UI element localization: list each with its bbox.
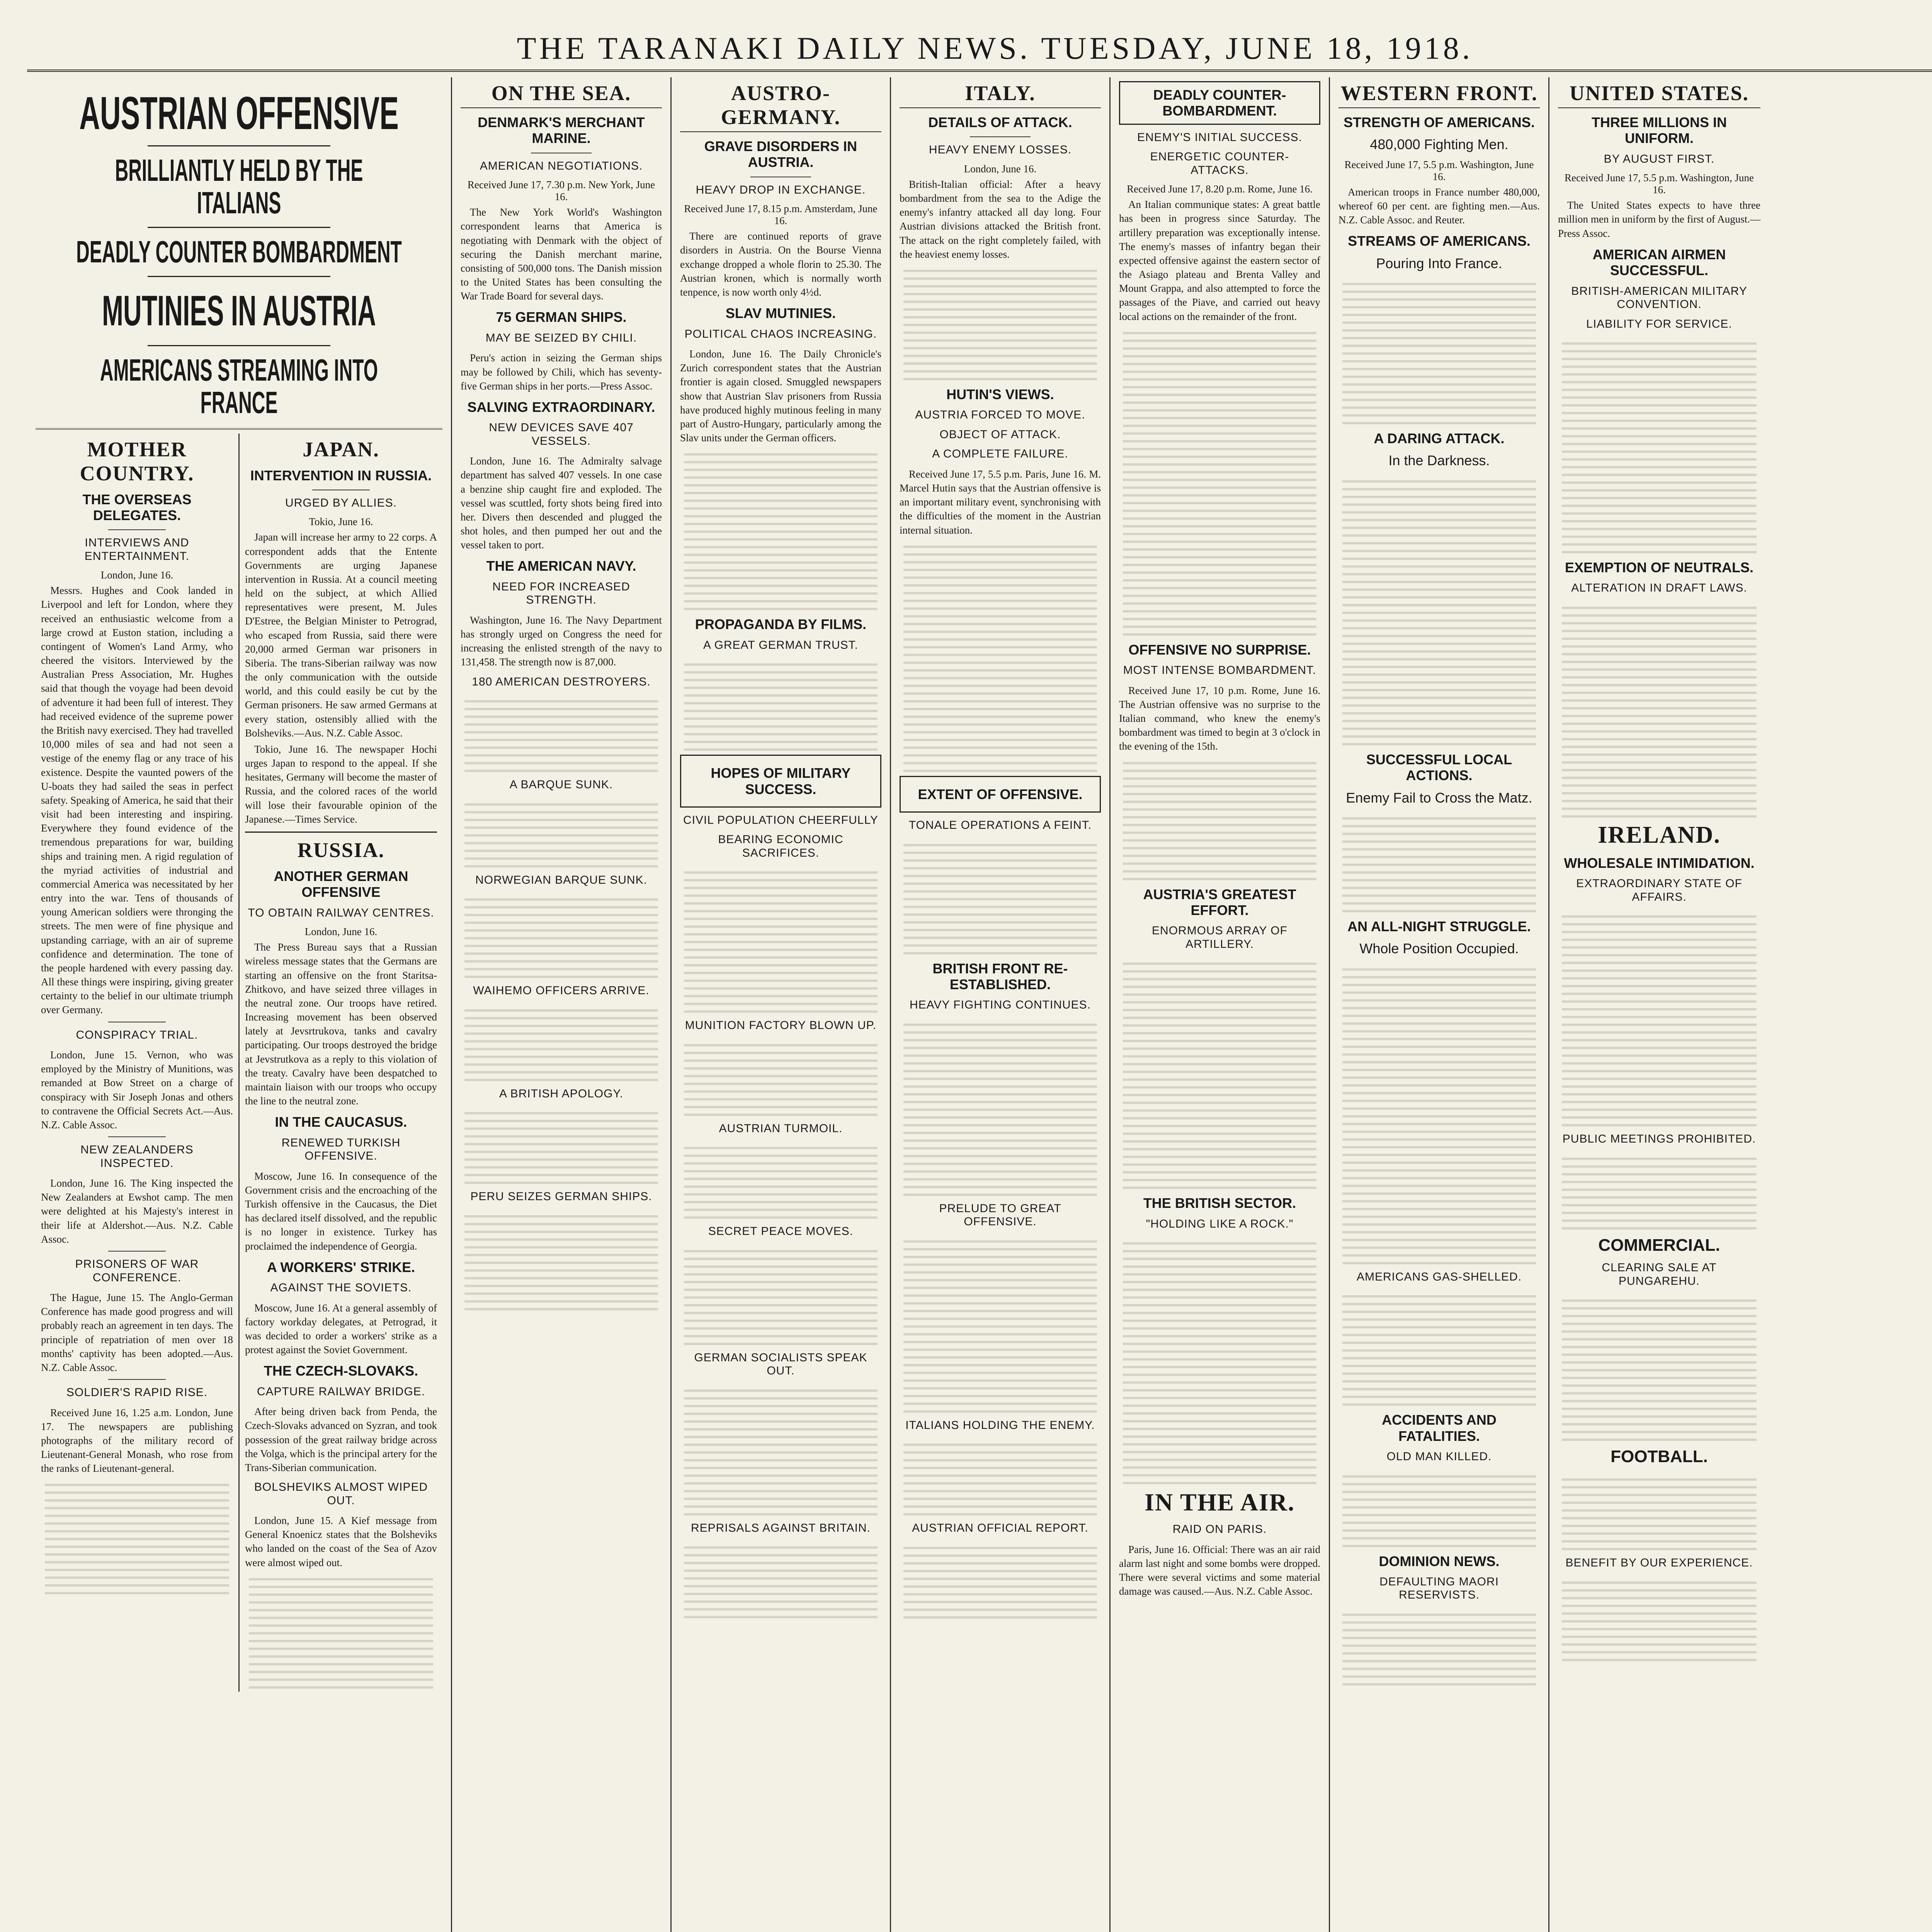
subheading: REPRISALS AGAINST BRITAIN. xyxy=(690,1521,871,1534)
divider xyxy=(970,136,1030,137)
lead-deck-4: AMERICANS STREAMING INTO FRANCE xyxy=(100,352,378,420)
subheading: MUNITION FACTORY BLOWN UP. xyxy=(685,1019,877,1032)
text-block xyxy=(1123,757,1316,880)
subheading: Enemy Fail to Cross the Matz. xyxy=(1346,789,1532,806)
mother-country-column xyxy=(36,434,240,1692)
text-block xyxy=(684,1384,878,1515)
italy-column xyxy=(891,77,1111,1932)
article-text: London, June 16. The Admiralty salvage department has salved 407 vessels. In one case a benzine ship caught fire and exploded. The vessel was scuttled, forty shots being fired into her. Divers then descended and plugged the shot holes, and then pumped her out and the vessel taken to port. xyxy=(461,455,662,551)
text-block xyxy=(45,1478,229,1594)
subheading: SLAV MUTINIES. xyxy=(725,305,836,321)
dateline: Received June 17, 7.30 p.m. New York, June 16. xyxy=(467,179,655,203)
masthead-title: THE TARANAKI DAILY NEWS. TUESDAY, JUNE 18, 1918. xyxy=(517,31,1473,66)
on-the-sea-column xyxy=(452,77,672,1932)
subheading: BRITISH FRONT RE-ESTABLISHED. xyxy=(932,960,1068,992)
subheading: A GREAT GERMAN TRUST. xyxy=(703,638,859,651)
japan-russia-column xyxy=(240,434,442,1692)
article-text: Received June 16, 1.25 a.m. London, June 17. The newspapers are publishing photographs of the military record of Lieutenant-General Monash, who rose from the ranks of Lieutenant-general. xyxy=(41,1406,233,1475)
lead-subcolumns xyxy=(36,434,442,1692)
boxed-heading xyxy=(1119,81,1320,125)
text-block xyxy=(464,1107,658,1184)
article-text: Moscow, June 16. At a general assembly of factory workday delegates, at Petrograd, it was decided to order a workers' strike as a protest against the Soviet Government. xyxy=(245,1302,437,1356)
subheading: 180 AMERICAN DESTROYERS. xyxy=(472,675,651,688)
subheading: BRITISH-AMERICAN MILITARY CONVENTION. xyxy=(1571,284,1747,311)
subheading: INTERVIEWS AND ENTERTAINMENT. xyxy=(84,536,190,563)
article-text: London, June 16. The Daily Chronicle's Zurich correspondent states that the Austrian frontier is again closed. Smuggled newspapers show that Austrian Slav prisoners from Russia have produced highly mutinous feeling in many part of Austro-Hungary, particularly among the Slav units under the German officers. xyxy=(680,348,881,444)
text-block xyxy=(684,866,878,1013)
subheading: BEARING ECONOMIC SACRIFICES. xyxy=(718,833,844,859)
article-text: London, June 16. The King inspected the New Zealanders at Ewshot camp. The men were delighted at his Majesty's interest in their life at Aldershot.—Aus. N.Z. Cable Assoc. xyxy=(41,1177,233,1245)
subheading: ENEMY'S INITIAL SUCCESS. xyxy=(1137,131,1303,144)
subheading: LIABILITY FOR SERVICE. xyxy=(1586,317,1732,330)
subheading: THE CZECH-SLOVAKS. xyxy=(264,1363,418,1379)
subheading: WHOLESALE INTIMIDATION. xyxy=(1564,855,1755,871)
text-block xyxy=(1562,1473,1757,1550)
subheading: HEAVY FIGHTING CONTINUES. xyxy=(910,998,1091,1012)
subheading: ENERGETIC COUNTER-ATTACKS. xyxy=(1150,150,1289,177)
lead-column xyxy=(27,77,452,1932)
subheading: IN THE CAUCASUS. xyxy=(275,1114,407,1130)
text-block xyxy=(684,1141,878,1219)
lead-headline: AUSTRIAN OFFENSIVE xyxy=(79,87,399,139)
subheading: THE AMERICAN NAVY. xyxy=(486,558,636,574)
boxed-heading xyxy=(680,755,881,808)
article-text: There are continued reports of grave disorders in Austria. On the Bourse Vienna exchange dropped a whole florin to 25.30. The Austrian kronen, which is normally worth tenpence, is now worth only 4½d. xyxy=(680,230,881,298)
divider xyxy=(36,428,442,430)
subheading: NEW DEVICES SAVE 407 VESSELS. xyxy=(489,421,634,447)
subheading: BENEFIT BY OUR EXPERIENCE. xyxy=(1565,1556,1753,1570)
text-block xyxy=(1562,337,1757,553)
subheading: HUTIN'S VIEWS. xyxy=(946,386,1054,402)
subheading: OLD MAN KILLED. xyxy=(1386,1450,1492,1463)
text-block xyxy=(903,1018,1097,1196)
text-block xyxy=(1562,910,1757,1126)
article-text: Messrs. Hughes and Cook landed in Liverpool and left for London, where they received an enthusiastic welcome from a large crowd at Euston station, including a contingent of Women's Land Army, who cheered the visitors. Interviewed by the Australian Press Association, Mr. Hughes said that though the voyage had been devoid of adventure it had been full of interest. They had received evidence of the supreme power the British navy exercised. They had travelled 10,000 miles of sea and had not seen a vestige of the enemy flag or any trace of his existence. Despite the vaunted powers of the U-boats they had sailed the seas in perfect safety. Speaking of America, he said that their visit had been interesting and inspiring. Everywhere they found evidence of the tremendous preparations for war, building ships and training men. A rigid regulation of the myriad activities of industrial and commercial America was necessitated by her entry into the war. Tens of thousands of young American soldiers were thronging the streets. The men were of fine physique and upstanding carriage, with an air of supreme confidence and determination. The tone of the people hardened with every passing day. All these things were inspiring, giving greater certainty to the belief in our ultimate triumph over Germany. xyxy=(41,585,233,1016)
section-title: JAPAN. xyxy=(303,437,379,461)
text-block xyxy=(1342,1608,1536,1685)
divider xyxy=(148,145,331,146)
subheading: DEADLY COUNTER-BOMBARDMENT. xyxy=(1153,87,1286,119)
subheading: AUSTRIAN TURMOIL. xyxy=(719,1122,843,1135)
text-block xyxy=(464,798,658,867)
subheading: A DARING ATTACK. xyxy=(1374,430,1505,447)
article-text: After being driven back from Penda, the Czech-Slovaks advanced on Syzran, and took possession of the great railway bridge across the Volga, which is the principal artery for the Trans-Siberian communication. xyxy=(245,1406,437,1473)
text-block xyxy=(903,1541,1097,1619)
text-block xyxy=(249,1573,433,1689)
text-block xyxy=(1562,1294,1757,1441)
text-block xyxy=(1342,812,1536,912)
subheading: AMERICAN AIRMEN SUCCESSFUL. xyxy=(1592,246,1726,279)
subheading: WAIHEMO OFFICERS ARRIVE. xyxy=(473,984,650,997)
dateline: Received June 17, 8.15 p.m. Amsterdam, June 16. xyxy=(684,203,878,227)
dateline: Received June 17, 5.5 p.m. Washington, June 16. xyxy=(1564,172,1754,196)
subheading: ITALIANS HOLDING THE ENEMY. xyxy=(905,1418,1095,1432)
western-front-column xyxy=(1330,77,1549,1932)
subheading: DENMARK'S MERCHANT MARINE. xyxy=(478,114,645,146)
subheading: COMMERCIAL. xyxy=(1598,1235,1720,1255)
subheading: RAID ON PARIS. xyxy=(1172,1523,1267,1536)
text-block xyxy=(1562,601,1757,818)
text-block xyxy=(1123,957,1316,1189)
article-text: Received June 17, 10 p.m. Rome, June 16. The Austrian offensive was no surprise to the Italian command, who knew the enemy's bombardment was timed to begin at 3 o'clock in the evening of the 15th. xyxy=(1119,684,1320,752)
subheading: AGAINST THE SOVIETS. xyxy=(270,1281,412,1294)
subheading: AUSTRIAN OFFICIAL REPORT. xyxy=(912,1522,1088,1535)
subheading: BOLSHEVIKS ALMOST WIPED OUT. xyxy=(254,1481,428,1507)
section-title: ON THE SEA. xyxy=(461,81,662,108)
text-block xyxy=(1342,963,1536,1264)
subheading: ENORMOUS ARRAY OF ARTILLERY. xyxy=(1152,924,1287,951)
dateline: Received June 17, 5.5 p.m. Washington, June 16. xyxy=(1344,158,1534,182)
subheading: SECRET PEACE MOVES. xyxy=(708,1225,854,1238)
subheading: HOPES OF MILITARY SUCCESS. xyxy=(711,765,851,797)
section-title: ITALY. xyxy=(900,81,1101,108)
text-block xyxy=(903,838,1097,954)
text-block xyxy=(1123,1237,1316,1484)
subheading: RENEWED TURKISH OFFENSIVE. xyxy=(281,1136,401,1163)
divider xyxy=(148,227,331,228)
subheading: PUBLIC MEETINGS PROHIBITED. xyxy=(1562,1133,1756,1146)
divider xyxy=(148,276,331,277)
subheading: PRELUDE TO GREAT OFFENSIVE. xyxy=(939,1202,1061,1228)
united-states-column xyxy=(1549,77,1769,1932)
divider xyxy=(108,529,166,530)
section-title: WESTERN FRONT. xyxy=(1338,81,1540,108)
article-text: Moscow, June 16. In consequence of the Government crisis and the encroaching of the Turkish offensive in the Caucasus, the Diet has declared itself dissolved, and the republic is no longer in existence. Turkey has proclaimed the independence of Georgia. xyxy=(245,1170,437,1252)
text-block xyxy=(1342,1470,1536,1547)
article-text: London, June 15. A Kief message from General Knoenicz states that the Bolsheviks who landed on the coast of the Sea of Azov were almost wiped out. xyxy=(245,1515,437,1568)
subheading: ACCIDENTS AND FATALITIES. xyxy=(1382,1412,1497,1444)
dateline: London, June 16. xyxy=(100,569,173,581)
subheading: DOMINION NEWS. xyxy=(1379,1553,1500,1569)
subheading: URGED BY ALLIES. xyxy=(285,496,397,509)
text-block xyxy=(1342,475,1536,745)
article-text: Paris, June 16. Official: There was an air raid alarm last night and some bombs were dropped. There were several victims and some material damage was caused.—Aus. N.Z. Cable Assoc. xyxy=(1119,1543,1320,1597)
text-block xyxy=(1123,327,1316,636)
subheading: AMERICAN NEGOTIATIONS. xyxy=(480,159,643,172)
text-block xyxy=(684,1039,878,1116)
subheading: THREE MILLIONS IN UNIFORM. xyxy=(1592,114,1727,146)
text-block xyxy=(684,448,878,610)
subheading: A COMPLETE FAILURE. xyxy=(932,447,1068,461)
text-block xyxy=(903,540,1097,772)
subheading: AMERICANS GAS-SHELLED. xyxy=(1356,1270,1522,1283)
subheading: FOOTBALL. xyxy=(1611,1447,1708,1466)
subheading: AN ALL-NIGHT STRUGGLE. xyxy=(1347,918,1531,935)
subheading: STREAMS OF AMERICANS. xyxy=(1348,233,1531,249)
article-text: The New York World's Washington correspondent learns that America is negotiating with Denmark with the object of securing the Danish merchant marine, consisting of 500,000 tons. The Danish mission to the United States has been consulting the War Trade Board for several days. xyxy=(461,206,662,302)
subheading: In the Darkness. xyxy=(1388,452,1490,469)
text-block xyxy=(903,264,1097,380)
text-block xyxy=(1342,1290,1536,1406)
columns xyxy=(27,77,1932,1932)
divider xyxy=(108,1136,166,1137)
subheading: Pouring Into France. xyxy=(1376,255,1502,271)
lead-deck-3: MUTINIES IN AUSTRIA xyxy=(102,287,376,335)
subheading: 480,000 Fighting Men. xyxy=(1370,136,1509,153)
subheading: NORWEGIAN BARQUE SUNK. xyxy=(475,873,647,886)
article-text: Washington, June 16. The Navy Department has strongly urged on Congress the need for increasing the enlisted strength of the navy to 131,458. The strength now is 87,000. xyxy=(461,614,662,668)
subheading: SALVING EXTRAORDINARY. xyxy=(467,399,655,415)
text-block xyxy=(684,1245,878,1345)
article-text: The Hague, June 15. The Anglo-German Conference has made good progress and will probably reach an agreement in ten days. The principle of repatriation of men over 18 months' captivity has been adopted.—Aus. N.Z. Cable Assoc. xyxy=(41,1292,233,1373)
subheading: AUSTRIA'S GREATEST EFFORT. xyxy=(1143,886,1296,918)
subheading: 75 GERMAN SHIPS. xyxy=(496,309,627,325)
subheading: THE BRITISH SECTOR. xyxy=(1143,1195,1296,1211)
article-text: Tokio, June 16. The newspaper Hochi urges Japan to respond to the appeal. If she hesitates, Germany will become the master of Russia, and the colored races of the world will lose their favourable opinion of the Japanese.—Times Service. xyxy=(245,743,437,825)
subheading: MOST INTENSE BOMBARDMENT. xyxy=(1123,664,1316,677)
divider xyxy=(148,345,331,346)
dateline: Tokio, June 16. xyxy=(309,516,373,528)
text-block xyxy=(1562,1152,1757,1230)
text-block xyxy=(1342,277,1536,424)
subheading: STRENGTH OF AMERICANS. xyxy=(1344,114,1535,130)
subheading: SOLDIER'S RAPID RISE. xyxy=(66,1386,208,1399)
text-block xyxy=(903,1438,1097,1515)
deadly-bombardment-column xyxy=(1111,77,1330,1932)
lead-deck-2: DEADLY COUNTER BOMBARDMENT xyxy=(76,235,402,269)
text-block xyxy=(1562,1576,1757,1661)
subheading: HEAVY ENEMY LOSSES. xyxy=(929,143,1072,156)
subheading: OBJECT OF ATTACK. xyxy=(939,428,1061,441)
article-text: The United States expects to have three million men in uniform by the first of August.—Press Assoc. xyxy=(1558,199,1760,239)
subheading: DEFAULTING MAORI RESERVISTS. xyxy=(1379,1575,1499,1602)
section-title: RUSSIA. xyxy=(297,838,385,862)
subheading: ALTERATION IN DRAFT LAWS. xyxy=(1571,582,1747,595)
subheading: TONALE OPERATIONS A FEINT. xyxy=(908,819,1092,832)
text-block xyxy=(684,1541,878,1618)
subheading: EXTENT OF OFFENSIVE. xyxy=(918,786,1083,802)
subheading: CONSPIRACY TRIAL. xyxy=(76,1028,198,1041)
dateline: London, June 16. xyxy=(964,163,1037,175)
article-text: An Italian communique states: A great battle has been in progress since Saturday. The artillery preparation was exceptionally intense. The enemy's masses of infantry began their expected offensive against the eastern sector of the Asiago plateau and Brenta Valley and Mount Grappa, and also attempted to force the passages of the Piave, and carried out heavy local actions on the remainder of the front. xyxy=(1119,199,1320,322)
dateline: Received June 17, 8.20 p.m. Rome, June 16. xyxy=(1127,183,1313,195)
subheading: EXTRAORDINARY STATE OF AFFAIRS. xyxy=(1576,877,1742,903)
masthead xyxy=(27,27,1932,72)
subheading: Whole Position Occupied. xyxy=(1359,940,1519,957)
subheading: GERMAN SOCIALISTS SPEAK OUT. xyxy=(694,1351,867,1378)
text-block xyxy=(684,658,878,751)
section-title: IRELAND. xyxy=(1598,821,1721,848)
article-text: British-Italian official: After a heavy bombardment from the sea to the Adige the enemy's infantry attacked all day long. Four Austrian divisions attacked the British front. The attack on the right completely failed, with the heaviest enemy losses. xyxy=(900,178,1101,260)
subheading: A BARQUE SUNK. xyxy=(509,778,613,791)
subheading: THE OVERSEAS DELEGATES. xyxy=(82,491,192,523)
subheading: BY AUGUST FIRST. xyxy=(1604,152,1715,165)
lead-deck-1: BRILLIANTLY HELD BY THE ITALIANS xyxy=(115,153,363,220)
text-block xyxy=(903,1235,1097,1413)
section-title: AUSTRO-GERMANY. xyxy=(680,81,881,132)
divider xyxy=(108,1379,166,1380)
divider xyxy=(108,1251,166,1252)
subheading: CLEARING SALE AT PUNGAREHU. xyxy=(1602,1261,1717,1287)
section-title: IN THE AIR. xyxy=(1145,1488,1295,1516)
subheading: PERU SEIZES GERMAN SHIPS. xyxy=(470,1190,652,1203)
text-block xyxy=(464,1004,658,1081)
article-text: The Press Bureau says that a Russian wireless message states that the Germans are starting an offensive on the front Staritsa-Zhitkovo, and have seized three villages in the neutral zone. Our troops have retired. Increasing movement has been observed lately at Jevsrtrukova, tanks and cavalry participating. Our troops destroyed the bridge at Jevstrutkova as a reply to this violation of the treaty. Cavalry have been despatched to maintain liaison with our troops who occupy the line to the neutral zone. xyxy=(245,941,437,1107)
subheading: A WORKERS' STRIKE. xyxy=(267,1259,415,1275)
subheading: SUCCESSFUL LOCAL ACTIONS. xyxy=(1366,751,1512,784)
article-text: Peru's action in seizing the German ships may be followed by Chili, which has seventy-five German ships in her ports.—Press Assoc. xyxy=(461,352,662,392)
article-text: Received June 17, 5.5 p.m. Paris, June 16. M. Marcel Hutin says that the Austrian offensive is an important military event, synchronising with the difficulties of the moment in the Austrian internal situation. xyxy=(900,468,1101,536)
subheading: "HOLDING LIKE A ROCK." xyxy=(1146,1217,1294,1230)
article-text: Japan will increase her army to 22 corps. A correspondent adds that the Entente Governments are urging Japanese intervention in Russia. At a council meeting held on the subject, at which Allied representatives were present, M. Jules D'Estree, the Belgian Minister to Petrograd, who escaped from Russia, said there were 20,000 armed German war prisoners in Siberia. The trans-Siberian railway was now the only communication with the outside world, and this could easily be cut by the German prisoners. He saw armed Germans at every station, ostensibly allied with the Bolsheviks.—Aus. N.Z. Cable Assoc. xyxy=(245,531,437,739)
section-title: MOTHER COUNTRY. xyxy=(80,437,194,485)
subheading: DETAILS OF ATTACK. xyxy=(928,114,1072,130)
subheading: PRISONERS OF WAR CONFERENCE. xyxy=(75,1258,199,1284)
subheading: NEW ZEALANDERS INSPECTED. xyxy=(80,1143,194,1170)
subheading: TO OBTAIN RAILWAY CENTRES. xyxy=(248,906,434,919)
subheading: GRAVE DISORDERS IN AUSTRIA. xyxy=(704,138,857,170)
text-block xyxy=(464,1210,658,1310)
subheading: A BRITISH APOLOGY. xyxy=(499,1087,623,1100)
subheading: ANOTHER GERMAN OFFENSIVE xyxy=(274,868,408,900)
subheading: PROPAGANDA BY FILMS. xyxy=(695,616,867,633)
subheading: NEED FOR INCREASED STRENGTH. xyxy=(492,580,630,607)
dateline: London, June 16. xyxy=(304,926,378,938)
subheading: OFFENSIVE NO SURPRISE. xyxy=(1128,641,1311,658)
austro-germany-column xyxy=(672,77,891,1932)
article-text: London, June 15. Vernon, who was employed by the Ministry of Munitions, was remanded at Bow Street on a charge of conspiracy with Sir Joseph Jonas and others to contravene the Official Secrets Act.—Aus. N.Z. Cable Assoc. xyxy=(41,1049,233,1131)
subheading: CAPTURE RAILWAY BRIDGE. xyxy=(257,1385,425,1398)
subheading: MAY BE SEIZED BY CHILI. xyxy=(485,331,637,344)
subheading: EXEMPTION OF NEUTRALS. xyxy=(1565,560,1754,576)
subheading: CIVIL POPULATION CHEERFULLY xyxy=(683,813,878,827)
subheading: POLITICAL CHAOS INCREASING. xyxy=(684,327,877,340)
section-title: UNITED STATES. xyxy=(1558,81,1760,108)
text-block xyxy=(464,695,658,772)
subheading: AUSTRIA FORCED TO MOVE. xyxy=(915,408,1085,422)
divider xyxy=(245,832,437,833)
subheading: HEAVY DROP IN EXCHANGE. xyxy=(696,183,866,196)
article-text: American troops in France number 480,000, whereof 60 per cent. are fighting men.—Aus. N.Z. Cable Assoc. and Reuter. xyxy=(1338,186,1540,226)
text-block xyxy=(464,893,658,978)
boxed-heading xyxy=(900,776,1101,813)
subheading: INTERVENTION IN RUSSIA. xyxy=(250,467,432,483)
